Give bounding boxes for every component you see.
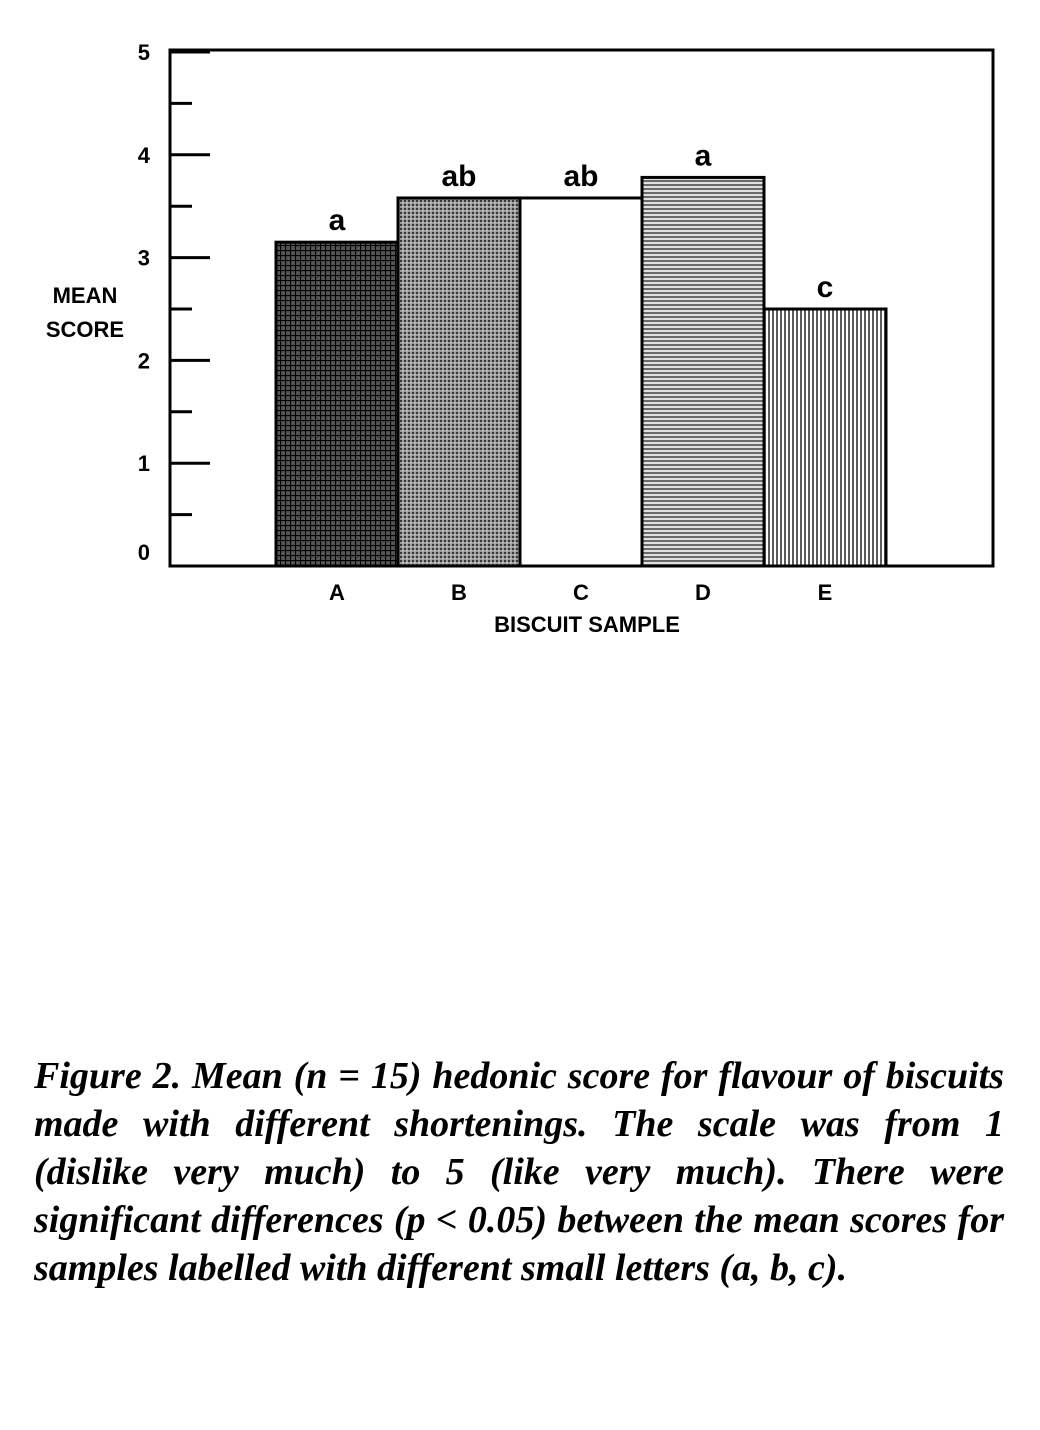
bars (276, 139, 886, 566)
x-tick-label: B (451, 580, 467, 605)
bar-a (276, 242, 398, 566)
y-tick-label: 0 (137, 540, 150, 565)
bar-chart (0, 0, 1040, 700)
y-tick-label: 4 (137, 142, 150, 168)
x-tick-label: C (573, 580, 589, 605)
x-tick-label: D (695, 580, 711, 605)
bar-e (764, 309, 886, 566)
bar-b (398, 198, 520, 566)
significance-label: ab (441, 159, 477, 193)
y-tick-label: 5 (137, 40, 150, 65)
bar-d (642, 177, 764, 566)
x-tick-label: E (817, 580, 833, 605)
figure-caption: Figure 2. Mean (n = 15) hedonic score for flavour of biscuits made with different shortenings. The scale was from 1 (dislike very much) to 5 (like very much). There were significant differences (p < 0.05) between the mean scores for samples labelled with different small letters (a, b, c). (34, 1055, 1004, 1289)
y-tick-label: 1 (137, 451, 150, 477)
bar-c (520, 198, 642, 566)
x-axis (329, 580, 832, 605)
significance-label: ab (563, 159, 599, 193)
y-axis-title-line1: MEAN (52, 283, 118, 308)
x-axis-title: BISCUIT SAMPLE (494, 612, 680, 637)
y-tick-label: 3 (137, 245, 150, 271)
y-tick-label: 2 (137, 348, 150, 374)
y-axis (138, 40, 210, 565)
y-axis-title-line2: SCORE (45, 317, 125, 342)
x-tick-label: A (329, 580, 345, 605)
significance-label: c (816, 271, 834, 304)
significance-label: a (328, 204, 346, 238)
significance-label: a (694, 139, 712, 173)
